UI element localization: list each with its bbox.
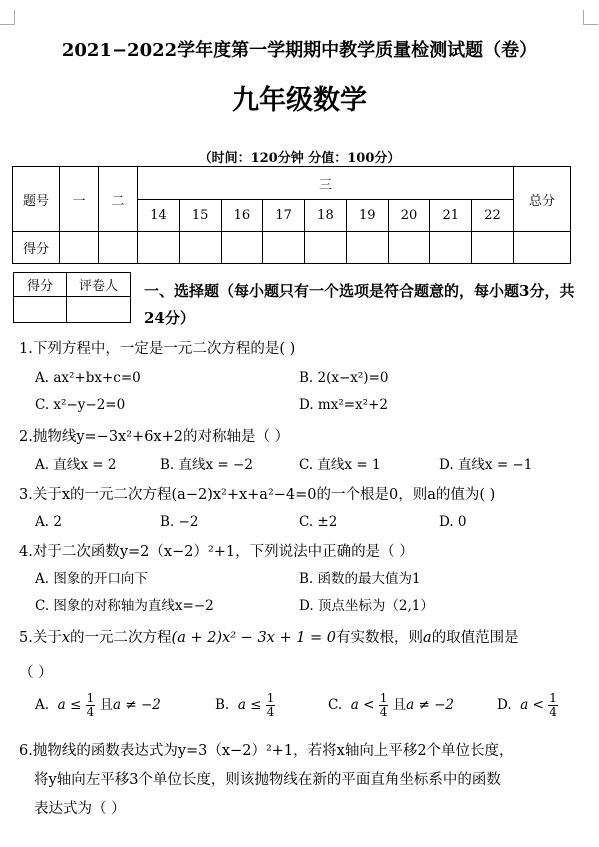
score-cell [263, 232, 305, 264]
col-three: 三 [138, 167, 514, 200]
q1-option-b: B. 2(x−x²)=0 [299, 370, 389, 386]
col-q22: 22 [472, 200, 514, 232]
q5-c-var: a [350, 697, 359, 713]
q5-d-fraction [548, 692, 558, 719]
q5-option-b [215, 692, 275, 719]
q5-c-den: 4 [379, 705, 388, 719]
q5-c-num: 1 [379, 691, 388, 705]
col-q16: 16 [221, 200, 263, 232]
col-total: 总分 [514, 167, 571, 232]
subject-title: 九年级数学 [232, 85, 367, 116]
q5-a-neq: a ≠ −2 [113, 697, 161, 713]
q5-c-sign: < [363, 697, 375, 713]
q5-stem-end: 的取值范围是 [431, 630, 519, 646]
q5-c-neq: a ≠ −2 [406, 697, 454, 713]
q5-var-a: a [423, 630, 432, 646]
score-cell [221, 232, 263, 264]
q5-d-label: D. [497, 697, 512, 713]
q1-option-d: D. mx²=x²+2 [299, 397, 388, 413]
col-one: 一 [60, 167, 99, 232]
corner-mark-tl [0, 10, 15, 25]
col-q19: 19 [346, 200, 388, 232]
q4-option-a: A. 图象的开口向下 [35, 571, 148, 587]
q5-d-var: a [520, 697, 529, 713]
q3-option-b: B. −2 [160, 514, 199, 530]
q4-option-b: B. 函数的最大值为1 [299, 571, 421, 587]
score-cell [430, 232, 472, 264]
col-q20: 20 [388, 200, 430, 232]
q5-a-num: 1 [86, 691, 95, 705]
eval-pingjuanren: 评卷人 [67, 273, 131, 297]
q5-a-and: 且 [99, 697, 114, 713]
question-6-line-1: 6.抛物线的函数表达式为y=3（x−2）²+1，若将x轴向上平移2个单位长度， [19, 743, 514, 759]
question-5 [19, 626, 519, 647]
question-3: 3.关于x的一元二次方程(a−2)x²+x+a²−4=0的一个根是0，则a的值为( ) [19, 487, 496, 503]
score-cell [179, 232, 221, 264]
score-table [12, 166, 571, 264]
section-heading: 一、选择题（每小题只有一个选项是符合题意的，每小题3分，共24分） [144, 282, 575, 327]
q4-option-c: C. 图象的对称轴为直线x=−2 [35, 598, 214, 614]
q5-b-fraction [266, 692, 276, 719]
q5-b-num: 1 [266, 691, 275, 705]
col-q18: 18 [305, 200, 347, 232]
q5-paren: （ ） [19, 665, 53, 681]
col-q21: 21 [430, 200, 472, 232]
q2-option-a: A. 直线x = 2 [35, 457, 117, 473]
label-defen: 得分 [13, 232, 60, 264]
q5-var-x: x [61, 630, 71, 646]
q5-option-d [497, 692, 558, 719]
eval-box [13, 272, 131, 323]
q5-a-fraction [86, 692, 96, 719]
exam-info: （时间：120分钟 分值：100分） [198, 151, 401, 166]
q5-c-fraction [379, 692, 389, 719]
question-4: 4.对于二次函数y=2（x−2）²+1，下列说法中正确的是（ ） [19, 544, 414, 560]
score-cell [346, 232, 388, 264]
q5-stem-mid: 的一元二次方程 [70, 630, 172, 646]
q5-c-label: C. [328, 697, 343, 713]
corner-mark-tr [583, 10, 598, 25]
score-cell [99, 232, 138, 264]
q5-stem-pre: 5.关于 [19, 630, 62, 646]
q3-option-d: D. 0 [439, 514, 467, 530]
q1-option-a: A. ax²+bx+c=0 [35, 370, 141, 386]
q5-b-label: B. [215, 697, 230, 713]
q5-option-c [328, 692, 454, 719]
question-1: 1.下列方程中，一定是一元二次方程的是( ) [19, 341, 296, 357]
score-cell [60, 232, 99, 264]
q5-stem-post: 有实数根，则 [336, 630, 424, 646]
question-6-line-2: 将y轴向左平移3个单位长度，则该抛物线在新的平面直角坐标系中的函数 [34, 772, 501, 788]
exam-title: 2021−2022学年度第一学期期中教学质量检测试题（卷） [61, 40, 538, 61]
eval-cell [14, 297, 67, 323]
eval-defen: 得分 [14, 273, 67, 297]
q3-option-c: C. ±2 [299, 514, 338, 530]
score-cell [138, 232, 180, 264]
q5-c-and: 且 [392, 697, 407, 713]
q5-a-sign: ≤ [70, 697, 82, 713]
score-cell [388, 232, 430, 264]
eval-cell [67, 297, 131, 323]
label-tihao: 题号 [13, 167, 60, 232]
q2-option-d: D. 直线x = −1 [439, 457, 533, 473]
col-q14: 14 [138, 200, 180, 232]
col-q17: 17 [263, 200, 305, 232]
q3-option-a: A. 2 [35, 514, 62, 530]
q5-d-den: 4 [549, 705, 557, 719]
q5-d-sign: < [532, 697, 544, 713]
question-2: 2.抛物线y=−3x²+6x+2的对称轴是（ ） [19, 429, 290, 445]
q5-equation: (a + 2)x² − 3x + 1 = 0 [171, 630, 337, 646]
q5-b-den: 4 [266, 705, 275, 719]
score-cell [472, 232, 514, 264]
q5-d-num: 1 [549, 691, 557, 705]
q5-a-var: a [57, 697, 66, 713]
q5-a-label: A. [35, 697, 50, 713]
score-cell [305, 232, 347, 264]
q5-b-sign: ≤ [250, 697, 262, 713]
q4-option-d: D. 顶点坐标为（2,1） [299, 598, 434, 614]
col-two: 二 [99, 167, 138, 232]
question-6-line-3: 表达式为（ ） [34, 801, 126, 817]
q2-option-b: B. 直线x = −2 [160, 457, 253, 473]
q5-a-den: 4 [86, 705, 95, 719]
col-q15: 15 [179, 200, 221, 232]
q5-b-var: a [237, 697, 246, 713]
q2-option-c: C. 直线x = 1 [299, 457, 381, 473]
q1-option-c: C. x²−y−2=0 [35, 397, 126, 413]
score-cell [514, 232, 571, 264]
q5-option-a [35, 692, 161, 719]
